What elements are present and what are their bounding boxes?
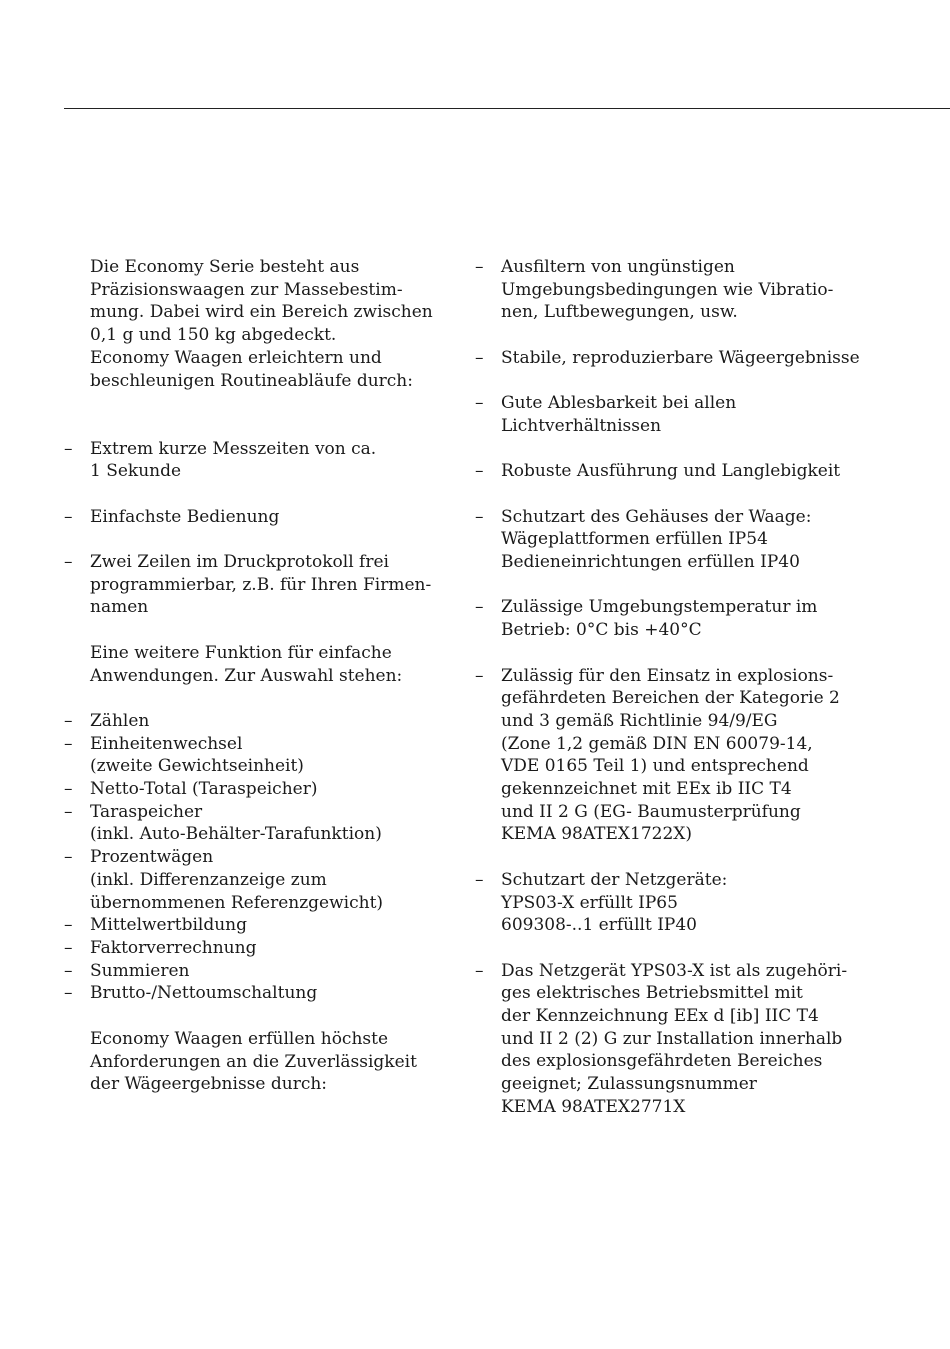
list-item: – Schutzart der Netzgeräte: YPS03-X erfüllt IP65 609308-..1 erfüllt IP40 [475, 869, 728, 936]
list-item: – Einheitenwechsel (zweite Gewichtseinheit) [64, 733, 304, 777]
right-column [475, 256, 860, 1119]
list-item: – Mittelwertbildung [64, 915, 247, 936]
list-item: – Summieren [64, 960, 190, 981]
header-rule [64, 108, 950, 109]
list-item: – Faktorverrechnung [64, 938, 257, 958]
functions-paragraph: Eine weitere Funktion für einfache Anwendungen. Zur Auswahl stehen: [90, 642, 403, 686]
list-item: – Das Netzgerät YPS03-X ist als zugehöri- ges elektrisches Betriebsmittel mit der Kennzeichnung EEx d [ib] IIC T4 und II 2 (2) G zur Installation innerhalb des explosionsgefährdeten Bereiches geeignet; Zulassungsnummer KEMA 98ATEX2771X [475, 960, 848, 1117]
list-item: – Brutto-/Nettoumschaltung [64, 983, 318, 1004]
list-item: – Zulässig für den Einsatz in explosions- gefährdeten Bereichen der Kategorie 2 und 3 gemäß Richtlinie 94/9/EG (Zone 1,2 gemäß DIN EN 60079-14, VDE 0165 Teil 1) und entsprechend gekennzeichnet mit EEx ib IIC T4 und II 2 G (EG- Baumusterprüfung KEMA 98ATEX1722X) [475, 665, 840, 845]
left-column [64, 256, 434, 1096]
list-item: – Zulässige Umgebungstemperatur im Betrieb: 0°C bis +40°C [475, 597, 818, 641]
list-item: – Netto-Total (Taraspeicher) [64, 779, 318, 800]
list-item: – Extrem kurze Messzeiten von ca. 1 Sekunde [64, 438, 377, 482]
list-item: – Zwei Zeilen im Druckprotokoll frei programmierbar, z.B. für Ihren Firmen- namen [64, 552, 432, 618]
list-item: – Ausfiltern von ungünstigen Umgebungsbedingungen wie Vibratio- nen, Luftbewegungen, usw. [475, 257, 834, 323]
list-item: – Prozentwägen (inkl. Differenzanzeige zum übernommenen Referenzgewicht) [64, 847, 384, 913]
list-item: – Stabile, reproduzierbare Wägeergebnisse [475, 347, 860, 368]
intro-paragraph: Die Economy Serie besteht aus Präzisionswaagen zur Massebestim- mung. Dabei wird ein Bereich zwischen 0,1 g und 150 kg abgedeckt. Economy Waagen erleichtern und beschleunigen Routineabläufe durch: [90, 257, 433, 391]
list-item: – Gute Ablesbarkeit bei allen Lichtverhältnissen [475, 393, 737, 436]
list-item: – Taraspeicher (inkl. Auto-Behälter-Tarafunktion) [64, 801, 382, 845]
list-item: – Schutzart des Gehäuses der Waage: Wägeplattformen erfüllen IP54 Bedieneinrichtungen erfüllen IP40 [475, 506, 812, 573]
reliability-paragraph: Economy Waagen erfüllen höchste Anforderungen an die Zuverlässigkeit der Wägeergebnisse durch: [90, 1028, 417, 1095]
list-item: – Zählen [64, 710, 150, 731]
list-item: – Robuste Ausführung und Langlebigkeit [475, 461, 841, 482]
list-item: – Einfachste Bedienung [64, 506, 280, 527]
